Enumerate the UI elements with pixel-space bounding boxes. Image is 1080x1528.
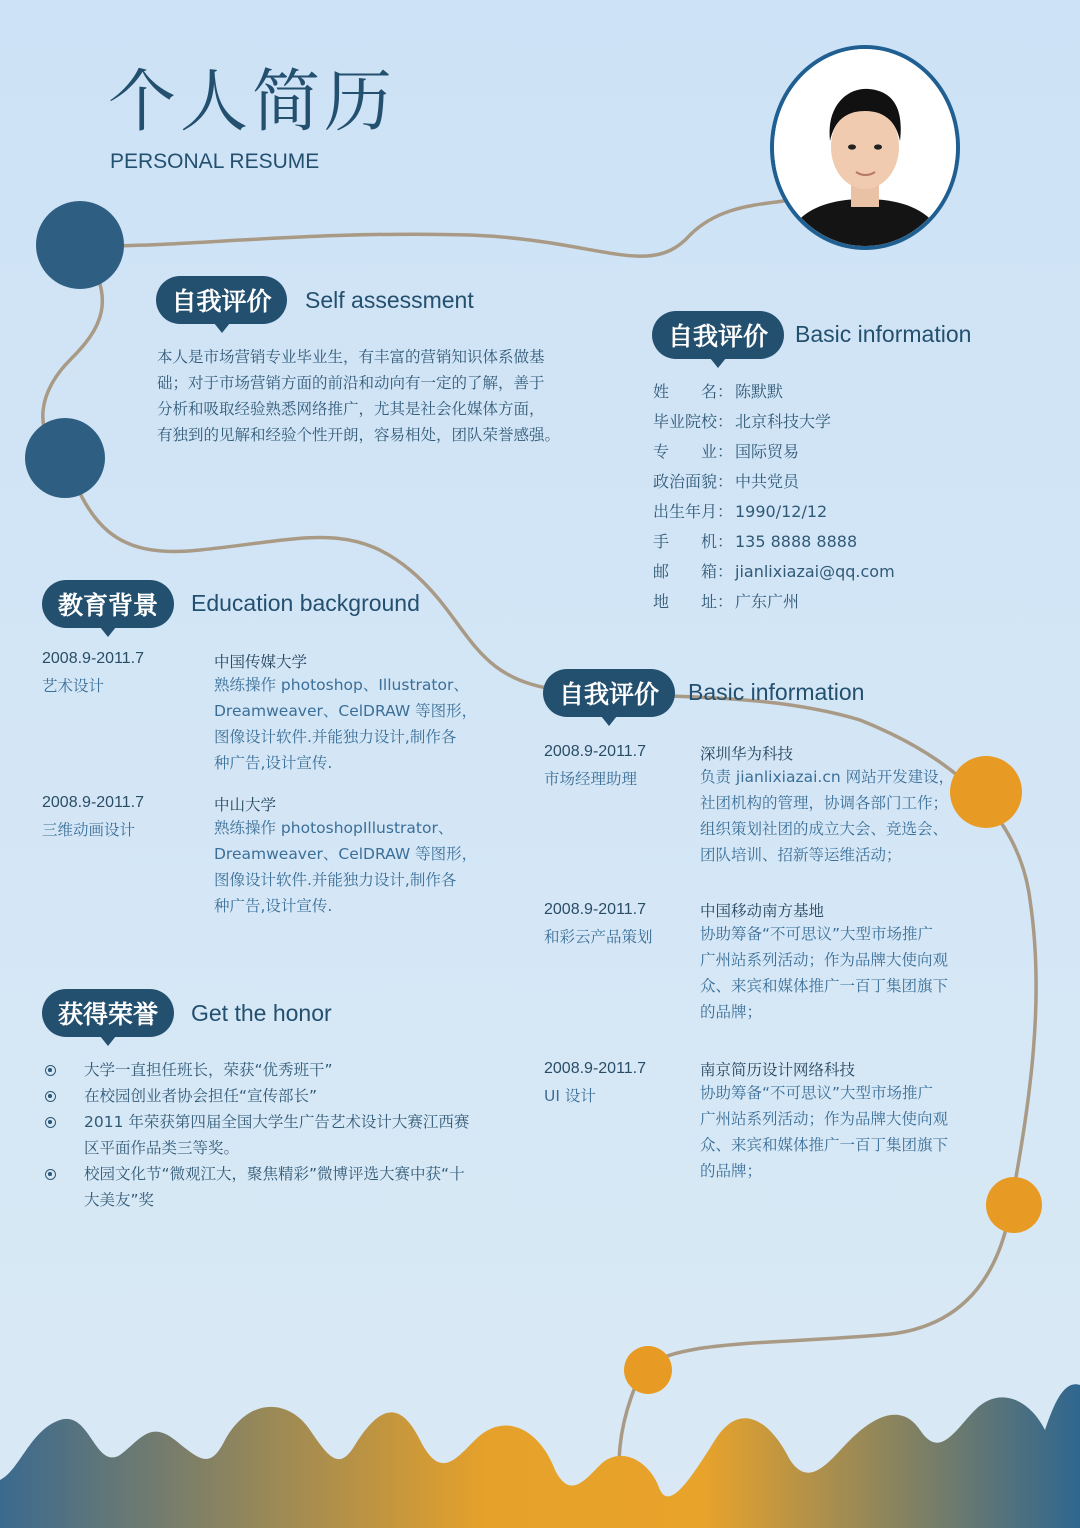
info-value: 135 8888 8888	[735, 532, 858, 551]
info-row-political	[653, 467, 983, 497]
experience-entry-detail	[700, 899, 980, 1025]
decor-circle-blue-2	[25, 418, 105, 498]
basic-info-list	[653, 377, 983, 617]
entry-school: 中国传媒大学	[214, 653, 308, 671]
honors-list	[42, 1057, 502, 1213]
info-label: 邮 箱：	[653, 562, 734, 581]
info-value: 广东广州	[735, 592, 800, 611]
education-entry-detail	[214, 793, 504, 919]
text-line: 社团机构的管理，协调各部门工作；	[700, 794, 949, 812]
bullet-icon	[45, 1117, 56, 1128]
info-row-phone	[653, 527, 983, 557]
text-line: 种广告,设计宣传.	[214, 897, 333, 915]
info-row-major	[653, 437, 983, 467]
self-assessment-text	[157, 344, 577, 448]
section-title-honors: Get the honor	[191, 1000, 332, 1026]
section-title-self-assessment: Self assessment	[305, 287, 474, 313]
text-line: 众、来宾和媒体推广一百丁集团旗下	[700, 1136, 949, 1154]
bullet-icon	[45, 1169, 56, 1180]
entry-date: 2008.9-2011.7	[544, 1060, 647, 1077]
text-line: 大美友”奖	[84, 1191, 155, 1209]
section-badge-basic-info: 自我评价	[652, 311, 784, 359]
text-line: 的品牌；	[700, 1003, 763, 1021]
section-title-basic-info: Basic information	[795, 321, 972, 347]
text-line: 广州站系列活动；作为品牌大使向观	[700, 1110, 949, 1128]
entry-date: 2008.9-2011.7	[544, 901, 647, 918]
info-row-address	[653, 587, 983, 617]
text-line: 的品牌；	[700, 1162, 763, 1180]
decor-circle-orange-2	[986, 1177, 1042, 1233]
entry-description	[700, 1080, 980, 1184]
list-item	[42, 1057, 502, 1083]
decor-circle-blue-1	[36, 201, 124, 289]
text-line: 本人是市场营销专业毕业生，有丰富的营销知识体系做基	[157, 348, 545, 366]
info-value: 陈默默	[735, 382, 784, 401]
section-badge-experience: 自我评价	[543, 669, 675, 717]
section-badge-self-assessment: 自我评价	[156, 276, 287, 324]
text-line: 广州站系列活动；作为品牌大使向观	[700, 951, 949, 969]
bullet-icon	[45, 1065, 56, 1076]
info-label: 政治面貌：	[653, 472, 734, 491]
entry-school: 中山大学	[214, 796, 277, 814]
experience-entry	[544, 901, 653, 947]
text-line: 熟练操作 photoshop、Illustrator、	[214, 676, 469, 694]
entry-date: 2008.9-2011.7	[544, 743, 647, 760]
experience-entry-detail	[700, 742, 980, 868]
info-label: 专 业：	[653, 442, 734, 461]
info-row-school	[653, 407, 983, 437]
info-label: 出生年月：	[653, 502, 734, 521]
text-line: 在校园创业者协会担任“宣传部长”	[84, 1087, 318, 1105]
education-entry	[42, 794, 144, 840]
entry-company: 南京简历设计网络科技	[700, 1061, 856, 1079]
info-value: 1990/12/12	[735, 502, 828, 521]
entry-major: 艺术设计	[42, 677, 105, 695]
list-item	[42, 1161, 502, 1213]
text-line: 种广告,设计宣传.	[214, 754, 333, 772]
entry-date: 2008.9-2011.7	[42, 794, 145, 811]
info-value: 中共党员	[735, 472, 800, 491]
text-line: Dreamweaver、CelDRAW 等图形，	[214, 702, 478, 720]
text-line: 团队培训、招新等运维活动；	[700, 846, 902, 864]
info-value: 北京科技大学	[735, 412, 832, 431]
entry-major: 三维动画设计	[42, 821, 136, 839]
info-row-email	[653, 557, 983, 587]
page-subtitle: PERSONAL RESUME	[110, 150, 320, 173]
section-title-experience: Basic information	[688, 679, 865, 705]
text-line: 组织策划社团的成立大会、竞选会、	[700, 820, 949, 838]
entry-description	[214, 672, 504, 776]
text-line: 协助筹备“不可思议”大型市场推广	[700, 1084, 934, 1102]
info-row-birth	[653, 497, 983, 527]
info-value: 国际贸易	[735, 442, 800, 461]
text-line: 大学一直担任班长，荣获“优秀班干”	[84, 1061, 333, 1079]
portrait-photo	[770, 45, 960, 250]
text-line: 础；对于市场营销方面的前沿和动向有一定的了解，善于	[157, 374, 545, 392]
entry-company: 深圳华为科技	[700, 745, 794, 763]
text-line: 众、来宾和媒体推广一百丁集团旗下	[700, 977, 949, 995]
text-line: 有独到的见解和经验个性开朗，容易相处，团队荣誉感强。	[157, 426, 561, 444]
text-line: 图像设计软件.并能独力设计,制作各	[214, 728, 457, 746]
entry-company: 中国移动南方基地	[700, 902, 825, 920]
info-label: 地 址：	[653, 592, 734, 611]
experience-entry	[544, 743, 646, 789]
entry-role: UI 设计	[544, 1087, 596, 1105]
info-value: jianlixiazai@qq.com	[735, 562, 895, 581]
entry-role: 和彩云产品策划	[544, 928, 653, 946]
experience-entry	[544, 1060, 646, 1106]
entry-role: 市场经理助理	[544, 770, 638, 788]
entry-description	[214, 815, 504, 919]
entry-description	[700, 764, 980, 868]
text-line: 2011 年荣获第四届全国大学生广告艺术设计大赛江西赛	[84, 1113, 470, 1131]
education-entry	[42, 650, 144, 696]
info-label: 手 机：	[653, 532, 734, 551]
section-title-education: Education background	[191, 590, 420, 616]
page-title: 个人简历	[108, 63, 397, 142]
list-item	[42, 1083, 502, 1109]
education-entry-detail	[214, 650, 504, 776]
text-line: 图像设计软件.并能独力设计,制作各	[214, 871, 457, 889]
info-label: 姓 名：	[653, 382, 734, 401]
bullet-icon	[45, 1091, 56, 1102]
decor-circle-orange-3	[624, 1346, 672, 1394]
text-line: 协助筹备“不可思议”大型市场推广	[700, 925, 934, 943]
entry-date: 2008.9-2011.7	[42, 650, 145, 667]
text-line: 熟练操作 photoshopIllustrator、	[214, 819, 454, 837]
text-line: 校园文化节“微观江大，聚焦精彩”微博评选大赛中获“十	[84, 1165, 465, 1183]
mountains	[0, 1384, 1080, 1528]
text-line: Dreamweaver、CelDRAW 等图形，	[214, 845, 478, 863]
list-item	[42, 1109, 502, 1161]
info-row-name	[653, 377, 983, 407]
section-badge-education: 教育背景	[42, 580, 174, 628]
experience-entry-detail	[700, 1058, 980, 1184]
info-label: 毕业院校：	[653, 412, 734, 431]
section-badge-honors: 获得荣誉	[42, 989, 174, 1037]
text-line: 区平面作品类三等奖。	[84, 1139, 240, 1157]
entry-description	[700, 921, 980, 1025]
text-line: 分析和吸取经验熟悉网络推广，尤其是社会化媒体方面，	[157, 400, 545, 418]
text-line: 负责 jianlixiazai.cn 网站开发建设，	[700, 768, 955, 786]
portrait-illustration	[774, 49, 956, 246]
